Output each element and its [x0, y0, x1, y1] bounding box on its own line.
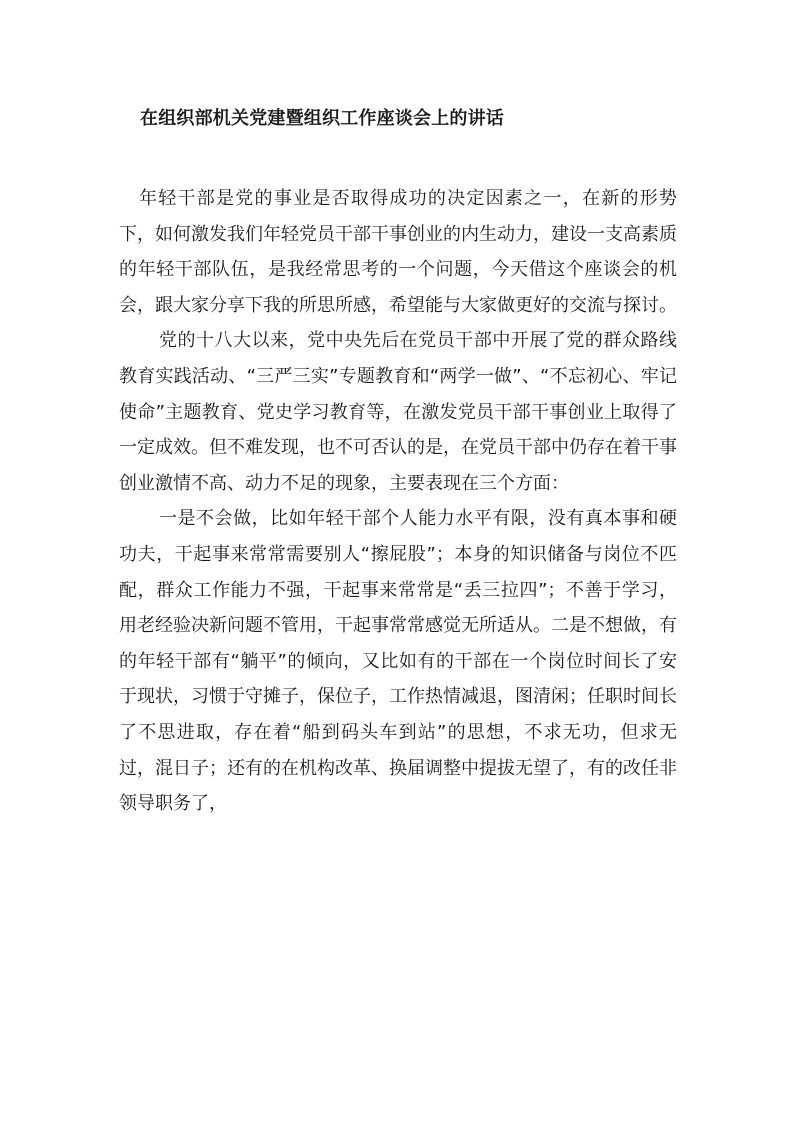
paragraph-1: 年轻干部是党的事业是否取得成功的决定因素之一，在新的形势下，如何激发我们年轻党员干部干事创业的内生动力，建设一支高素质的年轻干部队伍，是我经常思考的一个问题，今天借这个座谈会的机会，跟大家分享下我的所思所感，希望能与大家做更好的交流与探讨。	[119, 188, 677, 316]
document-title: 在组织部机关党建暨组织工作座谈会上的讲话	[140, 108, 504, 129]
paragraph-2: 党的十八大以来，党中央先后在党员干部中开展了党的群众路线教育实践活动、“三严三实”专题教育和“两学一做”、“不忘初心、牢记使命”主题教育、党史学习教育等，在激发党员干部干事创业上取得了一定成效。但不难发现，也不可否认的是，在党员干部中仍存在着干事创业激情不高、动力不足的现象，主要表现在三个方面：	[119, 330, 677, 494]
paragraph-3: 一是不会做，比如年轻干部个人能力水平有限，没有真本事和硬功夫，干起事来常常需要别人“擦屁股”；本身的知识储备与岗位不匹配，群众工作能力不强，干起事来常常是“丢三拉四”；不善于学习，用老经验决新问题不管用，干起事常常感觉无所适从。二是不想做，有的年轻干部有“躺平”的倾向，又比如有的干部在一个岗位时间长了安于现状，习惯于守摊子，保位子，工作热情减退，图清闲；任职时间长了不思进取，存在着“船到码头车到站”的思想，不求无功，但求无过，混日子；还有的在机构改革、换届调整中提拔无望了，有的改任非领导职务了，	[119, 508, 677, 815]
document-body	[119, 181, 677, 822]
